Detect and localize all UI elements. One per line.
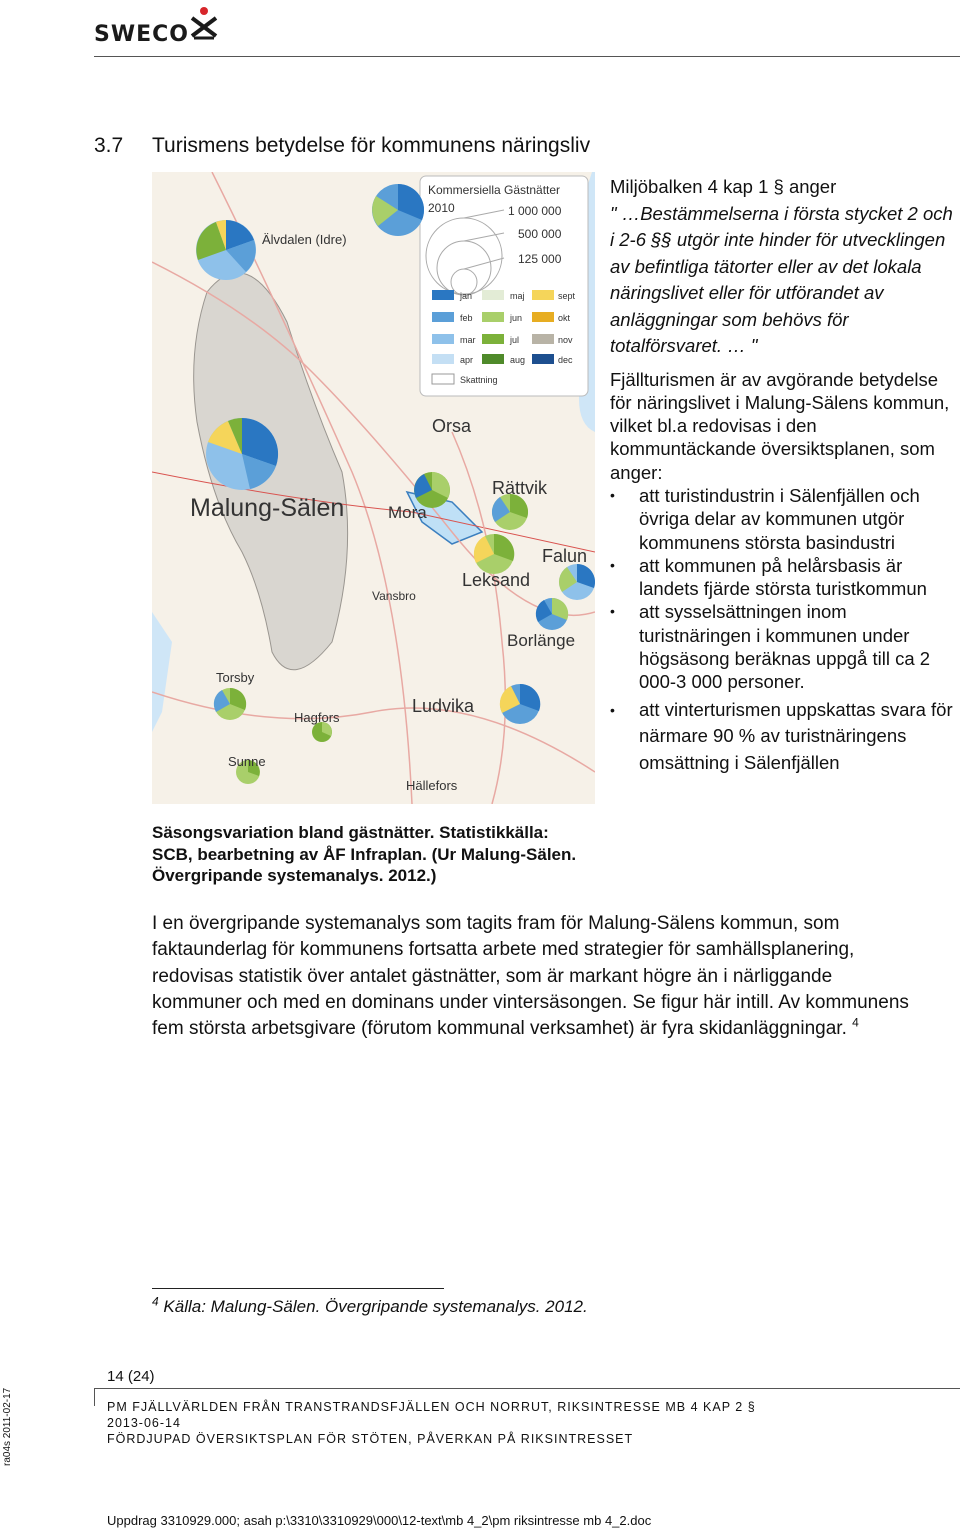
legend-month-maj: maj <box>510 291 525 301</box>
pie-alvdalen <box>196 220 256 280</box>
template-code: ra04s 2011-02-17 <box>2 1387 13 1466</box>
legend-size-1: 1 000 000 <box>508 204 562 218</box>
footer-line-2: 2013-06-14 <box>107 1416 181 1430</box>
legend-month-mar: mar <box>460 335 476 345</box>
footer-line-3: FÖRDJUPAD ÖVERSIKTSPLAN FÖR STÖTEN, PÅVERKAN PÅ RIKSINTRESSET <box>107 1432 634 1446</box>
list-item: • att turistindustrin i Sälenfjällen och övriga delar av kommunen utgör kommunens största basindustri <box>610 484 960 554</box>
pie-torsby <box>214 688 246 720</box>
legend-title: Kommersiella Gästnätter <box>428 183 561 197</box>
legend-month-nov: nov <box>558 335 573 345</box>
section-heading <box>94 134 590 158</box>
tourism-intro <box>610 368 960 777</box>
law-quote: " …Bestämmelserna i första stycket 2 och i 2-6 §§ utgör inte hinder för utvecklingen av befintliga tätorter eller av det lokala näringslivet eller för utförandet av anläggningar som behövs för totalförsvaret. … " <box>610 202 953 356</box>
place-orsa: Orsa <box>432 416 472 436</box>
footer-divider <box>94 1388 960 1389</box>
legend-size-2: 500 000 <box>518 227 562 241</box>
seasonal-guest-nights-map <box>152 172 595 804</box>
document-path: Uppdrag 3310929.000; asah p:\3310\3310929\000\12-text\mb 4_2\pm riksintresse mb 4_2.doc <box>107 1513 652 1528</box>
legend-year: 2010 <box>428 201 455 215</box>
legend-month-jul: jul <box>510 335 520 345</box>
body-text: I en övergripande systemanalys som tagits fram för Malung-Sälens kommun, som faktaunderlag för kommunens fortsatta arbete med strategier för samhällsplanering, redovisas statistik över antalet gästnätter, som är markant högre än i närliggande kommuner och med en dominans under vintersäsongen. Se figur här intill. Av kommunens fem största arbetsgivare (förutom kommunal verksamhet) är fyra skidanläggningar. <box>152 913 909 1040</box>
section-title: Turismens betydelse för kommunens näringsliv <box>152 134 591 157</box>
place-mora: Mora <box>388 503 427 522</box>
pie-falun <box>559 564 595 600</box>
legend-month-feb: feb <box>460 313 473 323</box>
place-hallefors: Hällefors <box>406 778 458 793</box>
legend-month-okt: okt <box>558 313 571 323</box>
list-item: • att sysselsättningen inom turistnäringen i kommunen under högsäsong beräknas uppgå till ca 2 000-3 000 personer. <box>610 600 960 693</box>
pie-hagfors <box>312 722 332 742</box>
sweco-figure-icon <box>188 6 220 40</box>
place-torsby: Torsby <box>216 670 255 685</box>
footer-divider-tick <box>94 1388 95 1406</box>
page-number: 14 (24) <box>107 1368 155 1385</box>
pie-leksand <box>474 534 514 574</box>
legend-month-dec: dec <box>558 355 573 365</box>
pie-borlange <box>536 598 568 630</box>
place-malung-salen: Malung-Sälen <box>190 494 345 522</box>
logo-text: SWECO <box>94 22 189 47</box>
place-leksand: Leksand <box>462 570 531 590</box>
legend-skiing: Skattning <box>460 375 498 385</box>
legend-month-apr: apr <box>460 355 474 365</box>
legend-month-jun: jun <box>510 313 523 323</box>
section-number: 3.7 <box>94 134 124 157</box>
footnote-number: 4 <box>152 1294 159 1309</box>
body-paragraph <box>152 911 922 1042</box>
pie-ludvika <box>500 684 540 724</box>
figure-caption: Säsongsvariation bland gästnätter. Statistikkälla: SCB, bearbetning av ÅF Infraplan. (Ur Malung-Sälen. Övergripande systemanalys. 2012.) <box>152 823 577 885</box>
footnote <box>152 1294 588 1317</box>
place-rattvik: Rättvik <box>492 478 548 498</box>
sweco-logo <box>94 6 224 46</box>
place-borlange: Borlänge <box>507 631 576 650</box>
legend-month-jan: jan <box>460 291 473 301</box>
place-sunne: Sunne <box>228 754 266 769</box>
pie-malung-salen <box>206 418 278 490</box>
place-vansbro: Vansbro <box>372 589 416 603</box>
legend-size-3: 125 000 <box>518 252 562 266</box>
list-item: • att vinterturismen uppskattas svara för närmare 90 % av turistnäringens omsättning i Sälenfjällen <box>610 697 960 777</box>
law-reference: Miljöbalken 4 kap 1 § anger <box>610 176 837 197</box>
footnote-ref: 4 <box>852 1015 859 1030</box>
footer-line-1: PM FJÄLLVÄRLDEN FRÅN TRANSTRANDSFJÄLLEN OCH NORRUT, RIKSINTRESSE MB 4 KAP 2 § <box>107 1400 756 1414</box>
pie-top <box>372 184 424 236</box>
footer-block <box>107 1399 756 1447</box>
legend-month-sept: sept <box>558 291 576 301</box>
tourism-intro-text: Fjällturismen är av avgörande betydelse för näringslivet i Malung-Sälens kommun, vilket bl.a redovisas i den kommuntäckande översiktsplanen, som anger: <box>610 368 950 483</box>
right-column <box>610 174 960 776</box>
pie-rattvik <box>492 494 528 530</box>
place-hagfors: Hagfors <box>294 710 340 725</box>
legend-month-aug: aug <box>510 355 526 365</box>
list-item: • att kommunen på helårsbasis är landets fjärde största turistkommun <box>610 554 960 601</box>
place-falun: Falun <box>542 546 588 566</box>
tourism-bullets <box>610 484 960 776</box>
header-divider <box>94 56 960 57</box>
footnote-text: Källa: Malung-Sälen. Övergripande systemanalys. 2012. <box>163 1297 588 1316</box>
footnote-divider <box>152 1288 444 1289</box>
place-ludvika: Ludvika <box>412 696 475 716</box>
place-alvdalen: Älvdalen (Idre) <box>262 232 347 247</box>
